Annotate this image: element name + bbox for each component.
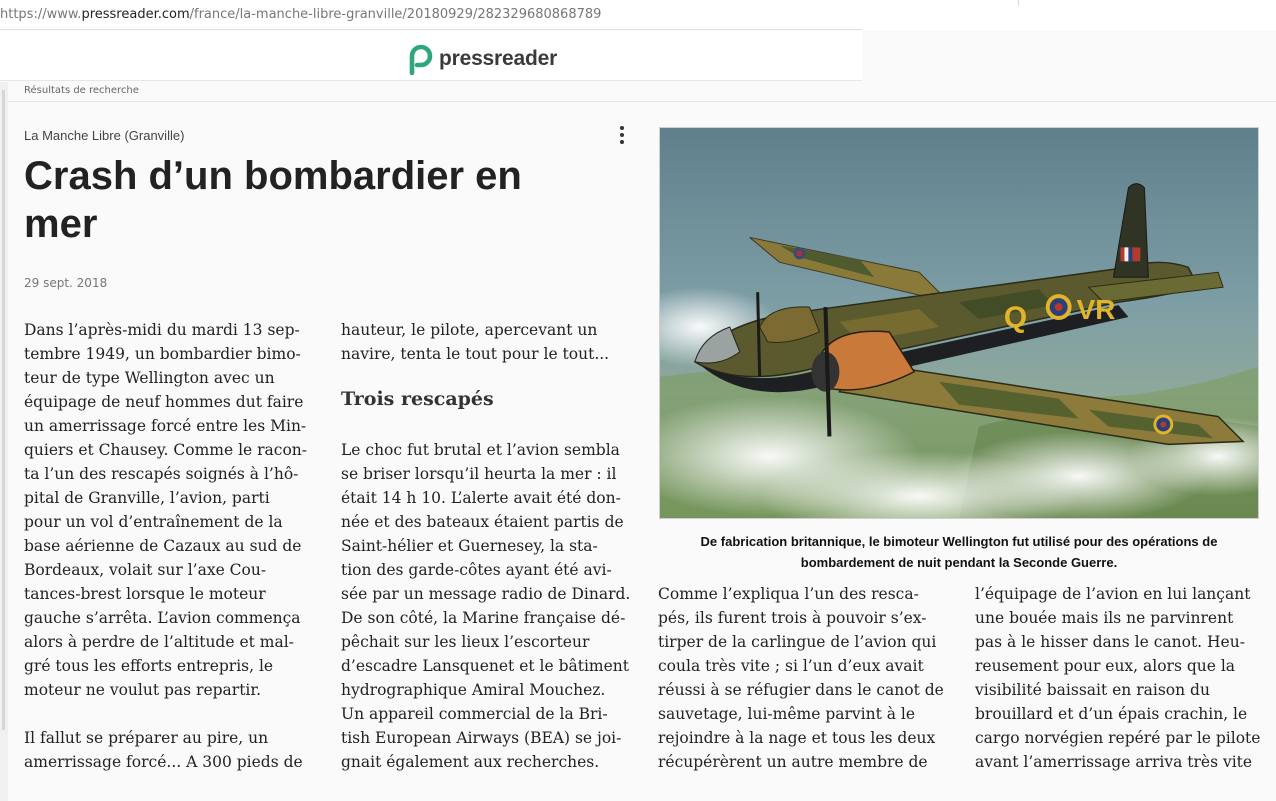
text-line: reusement pour eux, alors que la — [975, 657, 1236, 675]
text-line: pés, ils furent trois à pouvoir s’ex- — [658, 609, 927, 627]
text-line: Dans l’après-midi du mardi 13 sep- — [24, 321, 300, 339]
site-header — [0, 31, 862, 81]
text-line: Un appareil commercial de la Bri- — [341, 705, 608, 723]
text-line: alors à perdre de l’altitude et mal- — [24, 633, 294, 651]
text-line: amerrissage forcé... A 300 pieds de — [24, 753, 303, 771]
section-subheading: Trois rescapés — [341, 388, 494, 410]
text-line: hydrographique Amiral Mouchez. — [341, 681, 606, 699]
text-line: tish European Airways (BEA) se joi- — [341, 729, 622, 747]
text-line: Comme l’expliqua l’un des resca- — [658, 585, 919, 603]
left-scroll-gutter — [0, 82, 8, 801]
publication-name[interactable]: La Manche Libre (Granville) — [24, 128, 185, 143]
text-line: visibilité baissait en raison du — [975, 681, 1210, 699]
text-line: navire, tenta le tout pour le tout... — [341, 345, 610, 363]
logo-wordmark: pressreader — [439, 47, 558, 70]
url-prefix: https://www. — [0, 7, 82, 22]
article-column-2-continued — [341, 438, 631, 774]
title-line: mer — [24, 202, 98, 246]
text-line: ta l’un des rescapés soignés à l’hô- — [24, 465, 299, 483]
address-bar-extension — [862, 0, 1276, 30]
article-column-4 — [975, 582, 1265, 774]
text-line: pour un vol d’entraînement de la — [24, 513, 283, 531]
text-line: récupérèrent un autre membre de — [658, 753, 928, 771]
text-line: teur de type Wellington avec un — [24, 369, 275, 387]
article-column-2 — [341, 318, 631, 366]
url-host: pressreader.com — [81, 7, 190, 22]
text-line: Saint-hélier et Guernesey, la sta- — [341, 537, 598, 555]
text-line: d’escadre Lansquenet et le bâtiment — [341, 657, 630, 675]
text-line: Le choc fut brutal et l’avion sembla — [341, 441, 620, 459]
text-line: avant l’amerrissage arriva très vite — [975, 753, 1253, 771]
text-line: gauche s’arrêta. L’avion commença — [24, 609, 301, 627]
text-line: sée par un message radio de Dinard. — [341, 585, 631, 603]
text-line: quiers et Chausey. Comme le racon- — [24, 441, 308, 459]
text-line: pas à le hisser dans le canot. Heu- — [975, 633, 1245, 651]
text-line: cargo norvégien repéré par le pilote — [975, 729, 1261, 747]
article-title — [24, 152, 584, 248]
text-line: équipage de neuf hommes dut faire — [24, 393, 304, 411]
caption-line: bombardement de nuit pendant la Seconde Guerre. — [800, 555, 1118, 570]
text-line: l’équipage de l’avion en lui lançant — [975, 585, 1251, 603]
text-line: née et des bateaux étaient partis de — [341, 513, 624, 531]
more-options-button[interactable] — [612, 124, 632, 146]
text-line: moteur ne voulut pas repartir. — [24, 681, 262, 699]
title-line: Crash d’un bombardier en — [24, 154, 522, 198]
photo-caption — [659, 531, 1259, 573]
paragraph-gap — [24, 702, 314, 726]
text-line: pital de Granville, l’avion, parti — [24, 489, 270, 507]
text-line: Il fallut se préparer au pire, un — [24, 729, 269, 747]
text-line: se briser lorsqu’il heurta la mer : il — [341, 465, 617, 483]
text-line: un amerrissage forcé entre les Min- — [24, 417, 307, 435]
article-photo[interactable] — [659, 127, 1259, 519]
text-line: rejoindre à la nage et tous les deux — [658, 729, 936, 747]
text-line: tances-brest lorsque le moteur — [24, 585, 266, 603]
text-line: gnait également aux recherches. — [341, 753, 600, 771]
text-line: brouillard et d’un épais crachin, le — [975, 705, 1248, 723]
pressreader-logo[interactable] — [407, 43, 557, 75]
dot-icon — [620, 126, 624, 130]
dot-icon — [620, 133, 624, 137]
article-column-1 — [24, 318, 314, 774]
breadcrumb-bar — [8, 82, 1276, 102]
text-line: réussi à se réfugier dans le canot de — [658, 681, 944, 699]
text-line: tirper de la carlingue de l’avion qui — [658, 633, 937, 651]
text-line: était 14 h 10. L’alerte avait été don- — [341, 489, 621, 507]
text-line: De son côté, la Marine française dé- — [341, 609, 626, 627]
text-line: Bordeaux, volait sur l’axe Cou- — [24, 561, 267, 579]
text-line: gré tous les efforts entrepris, le — [24, 657, 274, 675]
text-line: une bouée mais ils ne parvinrent — [975, 609, 1234, 627]
pressreader-logo-icon — [407, 43, 435, 75]
aircraft-code-left: Q — [1003, 301, 1028, 334]
text-line: tembre 1949, un bombardier bimo- — [24, 345, 301, 363]
scrollbar-track[interactable] — [2, 90, 5, 730]
text-line: sauvetage, lui-même parvint à le — [658, 705, 916, 723]
article-column-3 — [658, 582, 948, 774]
url-path: /france/la-manche-libre-granville/20180929/282329680868789 — [189, 7, 602, 22]
text-line: pêchait sur les lieux l’escorteur — [341, 633, 590, 651]
dot-icon — [620, 140, 624, 144]
aircraft-code-right: VR — [1076, 294, 1116, 326]
caption-line: De fabrication britannique, le bimoteur Wellington fut utilisé pour des opérations de — [700, 534, 1218, 549]
text-line: coula très vite ; si l’un d’eux avait — [658, 657, 924, 675]
wellington-bomber-illustration — [660, 128, 1258, 518]
text-line: base aérienne de Cazaux au sud de — [24, 537, 302, 555]
text-line: hauteur, le pilote, apercevant un — [341, 321, 598, 339]
address-bar[interactable] — [0, 0, 862, 30]
text-line: tion des garde-côtes ayant été avi- — [341, 561, 612, 579]
breadcrumb[interactable]: Résultats de recherche — [24, 85, 139, 96]
publication-date: 29 sept. 2018 — [24, 276, 108, 290]
